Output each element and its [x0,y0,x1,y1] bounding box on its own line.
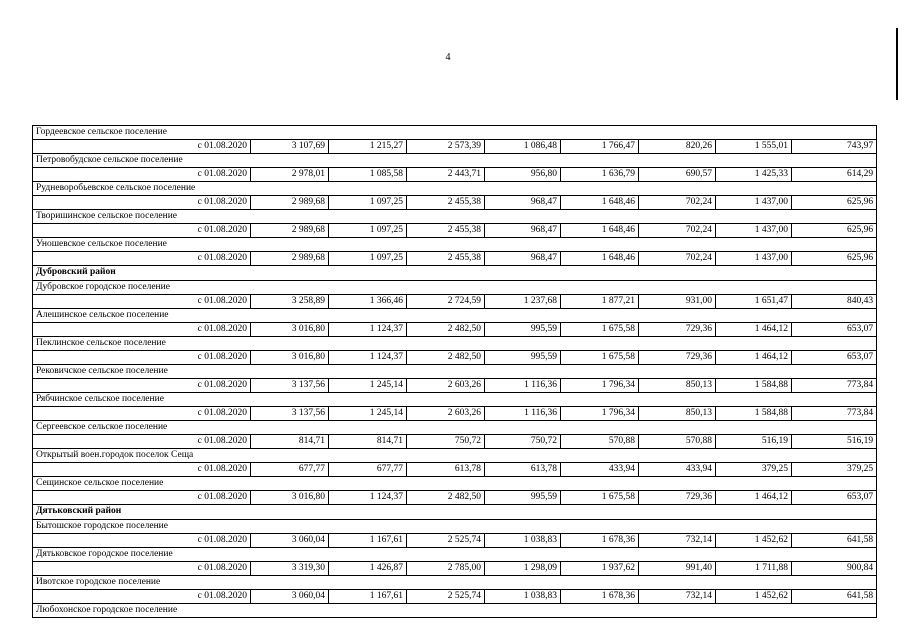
effective-date-cell: с 01.08.2020 [33,407,251,421]
tariff-value-cell: 2 724,59 [407,295,485,309]
tariff-value-cell: 2 785,00 [407,562,485,576]
tariff-value-cell: 3 137,56 [251,407,329,421]
tariff-value-cell: 1 678,36 [561,534,639,548]
tariff-value-cell: 1 675,58 [561,491,639,505]
tariff-value-cell: 1 167,61 [329,534,407,548]
tariff-value-cell: 840,43 [792,295,877,309]
settlement-name: Любохонское городское поселение [33,604,877,618]
tariff-value-cell: 613,78 [407,463,485,477]
settlement-row [33,365,877,379]
tariff-value-cell: 1 085,58 [329,168,407,182]
effective-date-cell: с 01.08.2020 [33,463,251,477]
tariff-value-cell: 1 366,46 [329,295,407,309]
tariff-row [33,351,877,365]
tariff-value-cell: 2 482,50 [407,491,485,505]
tariff-value-cell: 900,84 [792,562,877,576]
tariff-value-cell: 1 298,09 [485,562,561,576]
effective-date-cell: с 01.08.2020 [33,252,251,266]
effective-date-cell: с 01.08.2020 [33,323,251,337]
tariff-value-cell: 1 584,88 [716,407,792,421]
tariff-value-cell: 2 978,01 [251,168,329,182]
tariff-value-cell: 1 245,14 [329,379,407,393]
tariff-value-cell: 968,47 [485,252,561,266]
tariff-value-cell: 1 237,68 [485,295,561,309]
settlement-row [33,210,877,224]
tariff-value-cell: 677,77 [329,463,407,477]
tariff-row [33,323,877,337]
district-name: Дубровский район [33,266,877,281]
tariff-value-cell: 1 711,88 [716,562,792,576]
tariff-value-cell: 2 482,50 [407,323,485,337]
tariff-value-cell: 850,13 [639,379,716,393]
tariff-value-cell: 1 425,33 [716,168,792,182]
tariff-value-cell: 1 796,34 [561,407,639,421]
tariff-value-cell: 820,26 [639,140,716,154]
tariff-value-cell: 1 124,37 [329,323,407,337]
tariff-row [33,196,877,210]
district-name: Дятьковский район [33,505,877,520]
tariff-value-cell: 625,96 [792,224,877,238]
effective-date-cell: с 01.08.2020 [33,590,251,604]
tariff-value-cell: 1 097,25 [329,252,407,266]
settlement-row [33,393,877,407]
tariff-value-cell: 3 107,69 [251,140,329,154]
tariff-value-cell: 814,71 [251,435,329,449]
tariff-value-cell: 1 437,00 [716,252,792,266]
settlement-row [33,421,877,435]
tariff-value-cell: 1 555,01 [716,140,792,154]
tariff-value-cell: 1 648,46 [561,196,639,210]
tariff-row [33,435,877,449]
tariff-row [33,463,877,477]
tariff-value-cell: 1 584,88 [716,379,792,393]
tariff-value-cell: 1 464,12 [716,351,792,365]
tariff-value-cell: 653,07 [792,351,877,365]
settlement-name: Рековичское сельское поселение [33,365,877,379]
tariff-value-cell: 956,80 [485,168,561,182]
effective-date-cell: с 01.08.2020 [33,491,251,505]
tariff-value-cell: 1 097,25 [329,224,407,238]
tariff-value-cell: 516,19 [716,435,792,449]
tariff-value-cell: 433,94 [561,463,639,477]
tariff-value-cell: 1 124,37 [329,491,407,505]
settlement-row [33,182,877,196]
tariff-value-cell: 702,24 [639,196,716,210]
tariff-row [33,252,877,266]
tariff-value-cell: 1 675,58 [561,351,639,365]
tariff-value-cell: 1 636,79 [561,168,639,182]
tariff-row [33,590,877,604]
settlement-name: Открытый воен.городок поселок Сеща [33,449,877,463]
tariff-value-cell: 1 097,25 [329,196,407,210]
tariff-value-cell: 773,84 [792,379,877,393]
tariff-value-cell: 995,59 [485,491,561,505]
tariff-value-cell: 641,58 [792,534,877,548]
tariff-value-cell: 729,36 [639,491,716,505]
tariff-value-cell: 1 215,27 [329,140,407,154]
tariff-value-cell: 1 038,83 [485,590,561,604]
tariff-value-cell: 653,07 [792,323,877,337]
tariff-value-cell: 379,25 [716,463,792,477]
tariff-value-cell: 991,40 [639,562,716,576]
settlement-name: Уношевское сельское поселение [33,238,877,252]
district-row [33,266,877,281]
tariff-value-cell: 1 796,34 [561,379,639,393]
settlement-name: Ивотское городское поселение [33,576,877,590]
tariff-value-cell: 1 877,21 [561,295,639,309]
page-number: 4 [445,52,451,63]
settlement-row [33,126,877,140]
tariff-row [33,168,877,182]
table-body [33,126,877,618]
effective-date-cell: с 01.08.2020 [33,224,251,238]
tariff-value-cell: 850,13 [639,407,716,421]
tariff-value-cell: 3 137,56 [251,379,329,393]
tariff-value-cell: 1 426,87 [329,562,407,576]
district-row [33,505,877,520]
tariff-value-cell: 613,78 [485,463,561,477]
tariff-value-cell: 677,77 [251,463,329,477]
tariff-value-cell: 625,96 [792,252,877,266]
settlement-name: Алешинское сельское поселение [33,309,877,323]
tariff-value-cell: 1 116,36 [485,407,561,421]
tariff-value-cell: 729,36 [639,323,716,337]
settlement-name: Петровобудское сельское поселение [33,154,877,168]
tariff-value-cell: 570,88 [561,435,639,449]
effective-date-cell: с 01.08.2020 [33,140,251,154]
effective-date-cell: с 01.08.2020 [33,562,251,576]
tariff-value-cell: 690,57 [639,168,716,182]
tariff-value-cell: 931,00 [639,295,716,309]
settlement-row [33,238,877,252]
tariff-value-cell: 2 573,39 [407,140,485,154]
margin-rule [896,28,898,100]
tariff-value-cell: 2 443,71 [407,168,485,182]
tariff-value-cell: 814,71 [329,435,407,449]
tariff-value-cell: 2 603,26 [407,407,485,421]
tariff-value-cell: 3 016,80 [251,491,329,505]
effective-date-cell: с 01.08.2020 [33,351,251,365]
tariff-value-cell: 1 437,00 [716,196,792,210]
tariff-value-cell: 379,25 [792,463,877,477]
effective-date-cell: с 01.08.2020 [33,196,251,210]
effective-date-cell: с 01.08.2020 [33,435,251,449]
tariff-value-cell: 732,14 [639,590,716,604]
tariff-value-cell: 2 525,74 [407,534,485,548]
tariff-value-cell: 750,72 [485,435,561,449]
tariff-value-cell: 2 989,68 [251,224,329,238]
settlement-name: Бытошское городское поселение [33,520,877,534]
tariff-row [33,224,877,238]
tariff-row [33,534,877,548]
tariff-value-cell: 1 464,12 [716,491,792,505]
tariff-value-cell: 3 060,04 [251,590,329,604]
tariff-value-cell: 1 167,61 [329,590,407,604]
tariff-value-cell: 570,88 [639,435,716,449]
tariff-row [33,295,877,309]
tariff-row [33,491,877,505]
tariff-table [32,125,877,618]
tariff-value-cell: 995,59 [485,351,561,365]
tariff-value-cell: 3 319,30 [251,562,329,576]
tariff-value-cell: 702,24 [639,224,716,238]
tariff-value-cell: 1 648,46 [561,224,639,238]
tariff-value-cell: 2 989,68 [251,196,329,210]
tariff-value-cell: 1 675,58 [561,323,639,337]
tariff-value-cell: 625,96 [792,196,877,210]
settlement-name: Дубровское городское поселение [33,281,877,295]
tariff-value-cell: 702,24 [639,252,716,266]
settlement-row [33,281,877,295]
tariff-value-cell: 1 452,62 [716,590,792,604]
tariff-value-cell: 516,19 [792,435,877,449]
settlement-name: Гордеевское сельское поселение [33,126,877,140]
tariff-value-cell: 995,59 [485,323,561,337]
tariff-value-cell: 614,29 [792,168,877,182]
tariff-value-cell: 1 937,62 [561,562,639,576]
settlement-name: Сергеевское сельское поселение [33,421,877,435]
tariff-value-cell: 3 258,89 [251,295,329,309]
tariff-row [33,140,877,154]
tariff-value-cell: 3 060,04 [251,534,329,548]
tariff-value-cell: 1 651,47 [716,295,792,309]
tariff-value-cell: 3 016,80 [251,351,329,365]
tariff-value-cell: 1 452,62 [716,534,792,548]
tariff-value-cell: 641,58 [792,590,877,604]
tariff-value-cell: 653,07 [792,491,877,505]
tariff-value-cell: 1 124,37 [329,351,407,365]
settlement-name: Творишинское сельское поселение [33,210,877,224]
tariff-row [33,407,877,421]
tariff-value-cell: 729,36 [639,351,716,365]
effective-date-cell: с 01.08.2020 [33,379,251,393]
tariff-value-cell: 3 016,80 [251,323,329,337]
settlement-name: Дятьковское городское поселение [33,548,877,562]
settlement-name: Сещинское сельское поселение [33,477,877,491]
tariff-value-cell: 1 437,00 [716,224,792,238]
settlement-row [33,449,877,463]
tariff-value-cell: 1 678,36 [561,590,639,604]
settlement-row [33,154,877,168]
tariff-value-cell: 968,47 [485,224,561,238]
settlement-row [33,604,877,618]
tariff-value-cell: 743,97 [792,140,877,154]
tariff-value-cell: 1 648,46 [561,252,639,266]
settlement-row [33,520,877,534]
tariff-value-cell: 1 116,36 [485,379,561,393]
settlement-name: Рябчинское сельское поселение [33,393,877,407]
tariff-value-cell: 2 603,26 [407,379,485,393]
tariff-value-cell: 1 766,47 [561,140,639,154]
tariff-value-cell: 2 455,38 [407,224,485,238]
tariff-value-cell: 2 525,74 [407,590,485,604]
effective-date-cell: с 01.08.2020 [33,168,251,182]
tariff-value-cell: 1 086,48 [485,140,561,154]
tariff-row [33,379,877,393]
tariff-row [33,562,877,576]
settlement-row [33,576,877,590]
tariff-value-cell: 2 989,68 [251,252,329,266]
settlement-name: Пеклинское сельское поселение [33,337,877,351]
settlement-row [33,477,877,491]
tariff-value-cell: 750,72 [407,435,485,449]
tariff-value-cell: 732,14 [639,534,716,548]
tariff-value-cell: 968,47 [485,196,561,210]
settlement-name: Рудневоробьевское сельское поселение [33,182,877,196]
tariff-value-cell: 433,94 [639,463,716,477]
settlement-row [33,309,877,323]
tariff-value-cell: 1 038,83 [485,534,561,548]
tariff-value-cell: 2 455,38 [407,196,485,210]
tariff-value-cell: 2 455,38 [407,252,485,266]
settlement-row [33,337,877,351]
tariff-value-cell: 2 482,50 [407,351,485,365]
effective-date-cell: с 01.08.2020 [33,295,251,309]
tariff-value-cell: 1 245,14 [329,407,407,421]
effective-date-cell: с 01.08.2020 [33,534,251,548]
tariff-value-cell: 1 464,12 [716,323,792,337]
settlement-row [33,548,877,562]
tariff-value-cell: 773,84 [792,407,877,421]
